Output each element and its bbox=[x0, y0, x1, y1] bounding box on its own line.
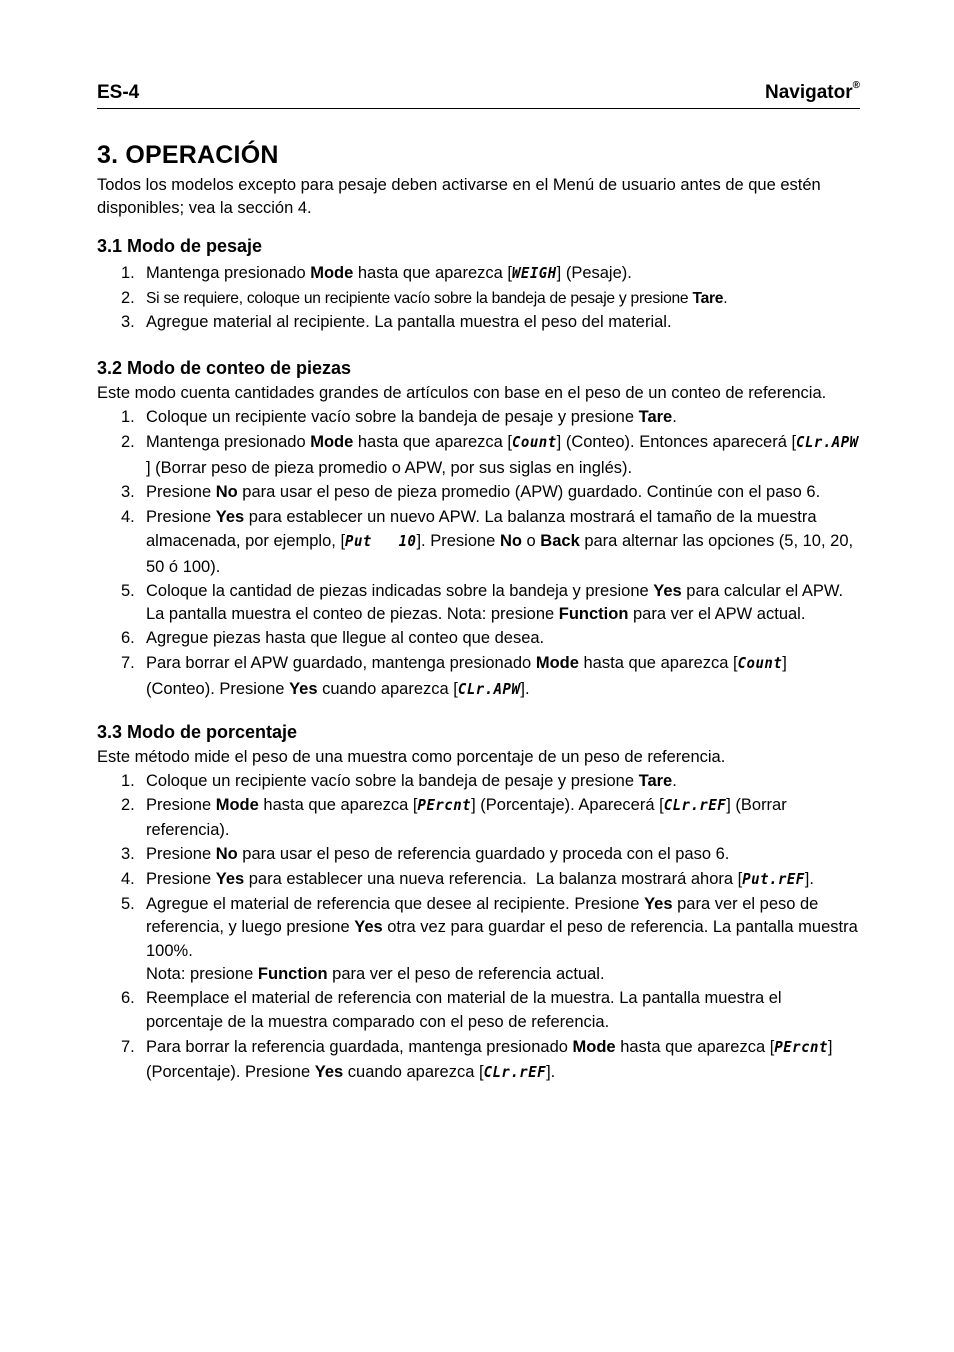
key-name: Yes bbox=[314, 1063, 344, 1081]
step-text: ]. bbox=[804, 869, 814, 888]
step-text: hasta que aparezca [ bbox=[258, 796, 418, 814]
list-item bbox=[97, 580, 860, 627]
step-text: cuando aparezca [ bbox=[343, 1063, 484, 1081]
key-name: Yes bbox=[289, 679, 318, 698]
counting-intro: Este modo cuenta cantidades grandes de artículos con base en el peso de un conteo de referencia. bbox=[97, 384, 827, 402]
step-number: 5. bbox=[121, 894, 135, 913]
list-item bbox=[97, 627, 860, 651]
list-item bbox=[97, 867, 860, 893]
step-text: para establecer un nuevo APW. La balanza mostrará el tamaño de la muestra almacenada, por ejemplo, [ bbox=[146, 507, 817, 550]
list-item bbox=[97, 505, 860, 580]
registered-mark: ® bbox=[852, 80, 860, 91]
step-number: 6. bbox=[121, 989, 135, 1007]
step-text: Presione bbox=[146, 869, 216, 888]
list-item bbox=[97, 481, 860, 505]
step-text: ] (Pesaje). bbox=[556, 264, 632, 282]
step-text: Presione bbox=[146, 796, 216, 814]
step-text: hasta que aparezca [ bbox=[353, 433, 512, 451]
key-name: Yes bbox=[644, 894, 673, 913]
key-name: Mode bbox=[310, 264, 354, 282]
step-text: . bbox=[723, 290, 728, 307]
step-text: para establecer una nueva referencia. La balanza mostrará ahora [ bbox=[244, 869, 743, 888]
step-text: otra vez para guardar el peso de referencia. La pantalla muestra 100%. bbox=[146, 918, 858, 960]
display-code: WEIGH bbox=[512, 265, 557, 283]
step-text: para usar el peso de referencia guardado y proceda con el paso 6. bbox=[237, 844, 730, 863]
step-text: Para borrar el APW guardado, mantenga presionado bbox=[146, 654, 536, 672]
list-item bbox=[97, 770, 860, 794]
step-text: Agregue piezas hasta que llegue al conteo que desea. bbox=[146, 629, 545, 647]
section-title: 3. OPERACIÓN bbox=[97, 141, 279, 169]
step-text: o bbox=[521, 532, 541, 550]
step-number: 1. bbox=[121, 408, 135, 426]
step-text: Presione bbox=[146, 507, 216, 526]
step-number: 3. bbox=[121, 844, 135, 863]
step-text: Nota: presione bbox=[146, 965, 258, 983]
page-number: ES-4 bbox=[97, 82, 140, 103]
step-number: 5. bbox=[121, 581, 135, 600]
step-number: 2. bbox=[121, 433, 135, 451]
step-number: 2. bbox=[121, 289, 135, 307]
step-number: 1. bbox=[121, 264, 135, 282]
step-text: Mantenga presionado bbox=[146, 264, 311, 282]
display-code: Put 10 bbox=[345, 533, 417, 551]
key-name: Function bbox=[257, 965, 328, 983]
key-name: Tare bbox=[638, 408, 673, 426]
step-text: hasta que aparezca [ bbox=[615, 1037, 775, 1056]
step-text: para usar el peso de pieza promedio (APW) guardado. Continúe con el paso 6. bbox=[237, 482, 821, 501]
step-text: hasta que aparezca [ bbox=[353, 264, 512, 282]
step-text: Presione bbox=[146, 844, 216, 863]
key-name: Mode bbox=[535, 654, 579, 672]
display-code: CLr.rEF bbox=[483, 1064, 547, 1082]
display-code: Count bbox=[737, 655, 783, 673]
step-text: Coloque la cantidad de piezas indicadas sobre la bandeja y presione bbox=[146, 581, 654, 600]
step-text: cuando aparezca [ bbox=[317, 679, 458, 698]
key-name: No bbox=[499, 532, 522, 550]
step-text: Mantenga presionado bbox=[146, 433, 311, 451]
step-text: ] (Porcentaje). Aparecerá [ bbox=[471, 796, 664, 814]
step-text: hasta que aparezca [ bbox=[578, 654, 738, 672]
display-code: Count bbox=[512, 434, 557, 452]
step-text: Presione bbox=[146, 482, 216, 501]
step-text: para ver el peso de referencia, y luego presione bbox=[146, 894, 819, 936]
step-number: 4. bbox=[121, 507, 135, 526]
step-number: 6. bbox=[121, 629, 135, 647]
step-number: 3. bbox=[121, 313, 135, 331]
list-item bbox=[97, 651, 860, 702]
key-name: Mode bbox=[572, 1037, 616, 1056]
list-item bbox=[97, 987, 860, 1034]
step-number: 7. bbox=[121, 654, 135, 672]
step-text: ]. bbox=[546, 1063, 556, 1081]
step-text: Agregue el material de referencia que desee al recipiente. Presione bbox=[146, 894, 645, 913]
step-text: ] (Porcentaje). Presione bbox=[146, 1037, 833, 1081]
key-name: Back bbox=[540, 532, 580, 550]
step-number: 7. bbox=[121, 1037, 135, 1056]
list-item bbox=[97, 1035, 860, 1086]
weighing-steps bbox=[97, 262, 860, 335]
display-code: CLr.rEF bbox=[663, 797, 727, 815]
key-name: Function bbox=[558, 605, 629, 623]
product-name-text: Navigator bbox=[764, 82, 853, 103]
step-text: ] (Conteo). Presione bbox=[146, 654, 787, 698]
key-name: No bbox=[215, 482, 238, 501]
list-item bbox=[97, 406, 860, 430]
step-text: Coloque un recipiente vacío sobre la bandeja de pesaje y presione bbox=[146, 772, 639, 790]
step-text: . bbox=[672, 408, 677, 426]
key-name: Tare bbox=[638, 772, 673, 790]
key-name: Yes bbox=[215, 869, 245, 888]
key-name: Yes bbox=[354, 918, 383, 936]
step-text: ] (Conteo). Entonces aparecerá [ bbox=[556, 433, 797, 451]
list-item bbox=[97, 311, 860, 335]
step-text: ]. Presione bbox=[416, 532, 500, 550]
step-text: ] (Borrar peso de pieza promedio o APW, por sus siglas en inglés). bbox=[146, 458, 633, 477]
subsection-heading-weighing: 3.1 Modo de pesaje bbox=[97, 236, 263, 256]
product-name bbox=[765, 82, 860, 104]
step-text: para calcular el APW. La pantalla muestra el conteo de piezas. Nota: presione bbox=[146, 581, 844, 623]
step-number: 4. bbox=[121, 869, 135, 888]
step-number: 3. bbox=[121, 482, 135, 501]
step-text: ]. bbox=[520, 679, 530, 698]
key-name: Yes bbox=[653, 581, 682, 600]
percentage-steps bbox=[97, 770, 860, 1086]
key-name: Yes bbox=[215, 507, 245, 526]
step-text: para alternar las opciones (5, 10, 20, 50 ó 100). bbox=[146, 532, 854, 576]
display-code: Put.rEF bbox=[742, 871, 805, 888]
subsection-heading-counting: 3.2 Modo de conteo de piezas bbox=[97, 358, 352, 378]
list-item bbox=[97, 794, 860, 842]
list-item bbox=[97, 430, 860, 480]
step-text: Si se requiere, coloque un recipiente vacío sobre la bandeja de pesaje y presione bbox=[146, 290, 693, 307]
step-text: ] (Borrar referencia). bbox=[146, 796, 787, 839]
percentage-intro: Este método mide el peso de una muestra como porcentaje de un peso de referencia. bbox=[97, 748, 726, 766]
display-code: PErcnt bbox=[417, 797, 472, 815]
counting-steps bbox=[97, 406, 860, 703]
display-code: CLr.APW bbox=[796, 434, 859, 452]
key-name: No bbox=[215, 844, 238, 863]
step-text: Agregue material al recipiente. La pantalla muestra el peso del material. bbox=[146, 313, 672, 331]
list-item bbox=[97, 843, 860, 867]
step-text: Reemplace el material de referencia con material de la muestra. La pantalla muestra el porcentaje de la muestra comparado con el peso de referencia. bbox=[146, 989, 782, 1031]
display-code: CLr.APW bbox=[457, 681, 521, 698]
page-header bbox=[97, 80, 860, 109]
step-number: 1. bbox=[121, 772, 135, 790]
step-text: para ver el APW actual. bbox=[628, 605, 806, 623]
key-name: Mode bbox=[215, 796, 259, 814]
list-item bbox=[97, 262, 860, 287]
subsection-heading-percentage: 3.3 Modo de porcentaje bbox=[97, 722, 298, 742]
section-intro: Todos los modelos excepto para pesaje deben activarse en el Menú de usuario antes de que estén disponibles; vea la sección 4. bbox=[97, 176, 821, 217]
step-number: 2. bbox=[121, 796, 135, 814]
step-text: Para borrar la referencia guardada, mantenga presionado bbox=[146, 1037, 573, 1056]
list-item bbox=[97, 287, 860, 311]
step-text: . bbox=[672, 772, 677, 790]
display-code: PErcnt bbox=[774, 1039, 828, 1056]
key-name: Tare bbox=[692, 290, 724, 307]
key-name: Mode bbox=[310, 433, 354, 451]
list-item bbox=[97, 893, 860, 987]
step-text: Coloque un recipiente vacío sobre la bandeja de pesaje y presione bbox=[146, 408, 639, 426]
step-text: para ver el peso de referencia actual. bbox=[327, 965, 605, 983]
